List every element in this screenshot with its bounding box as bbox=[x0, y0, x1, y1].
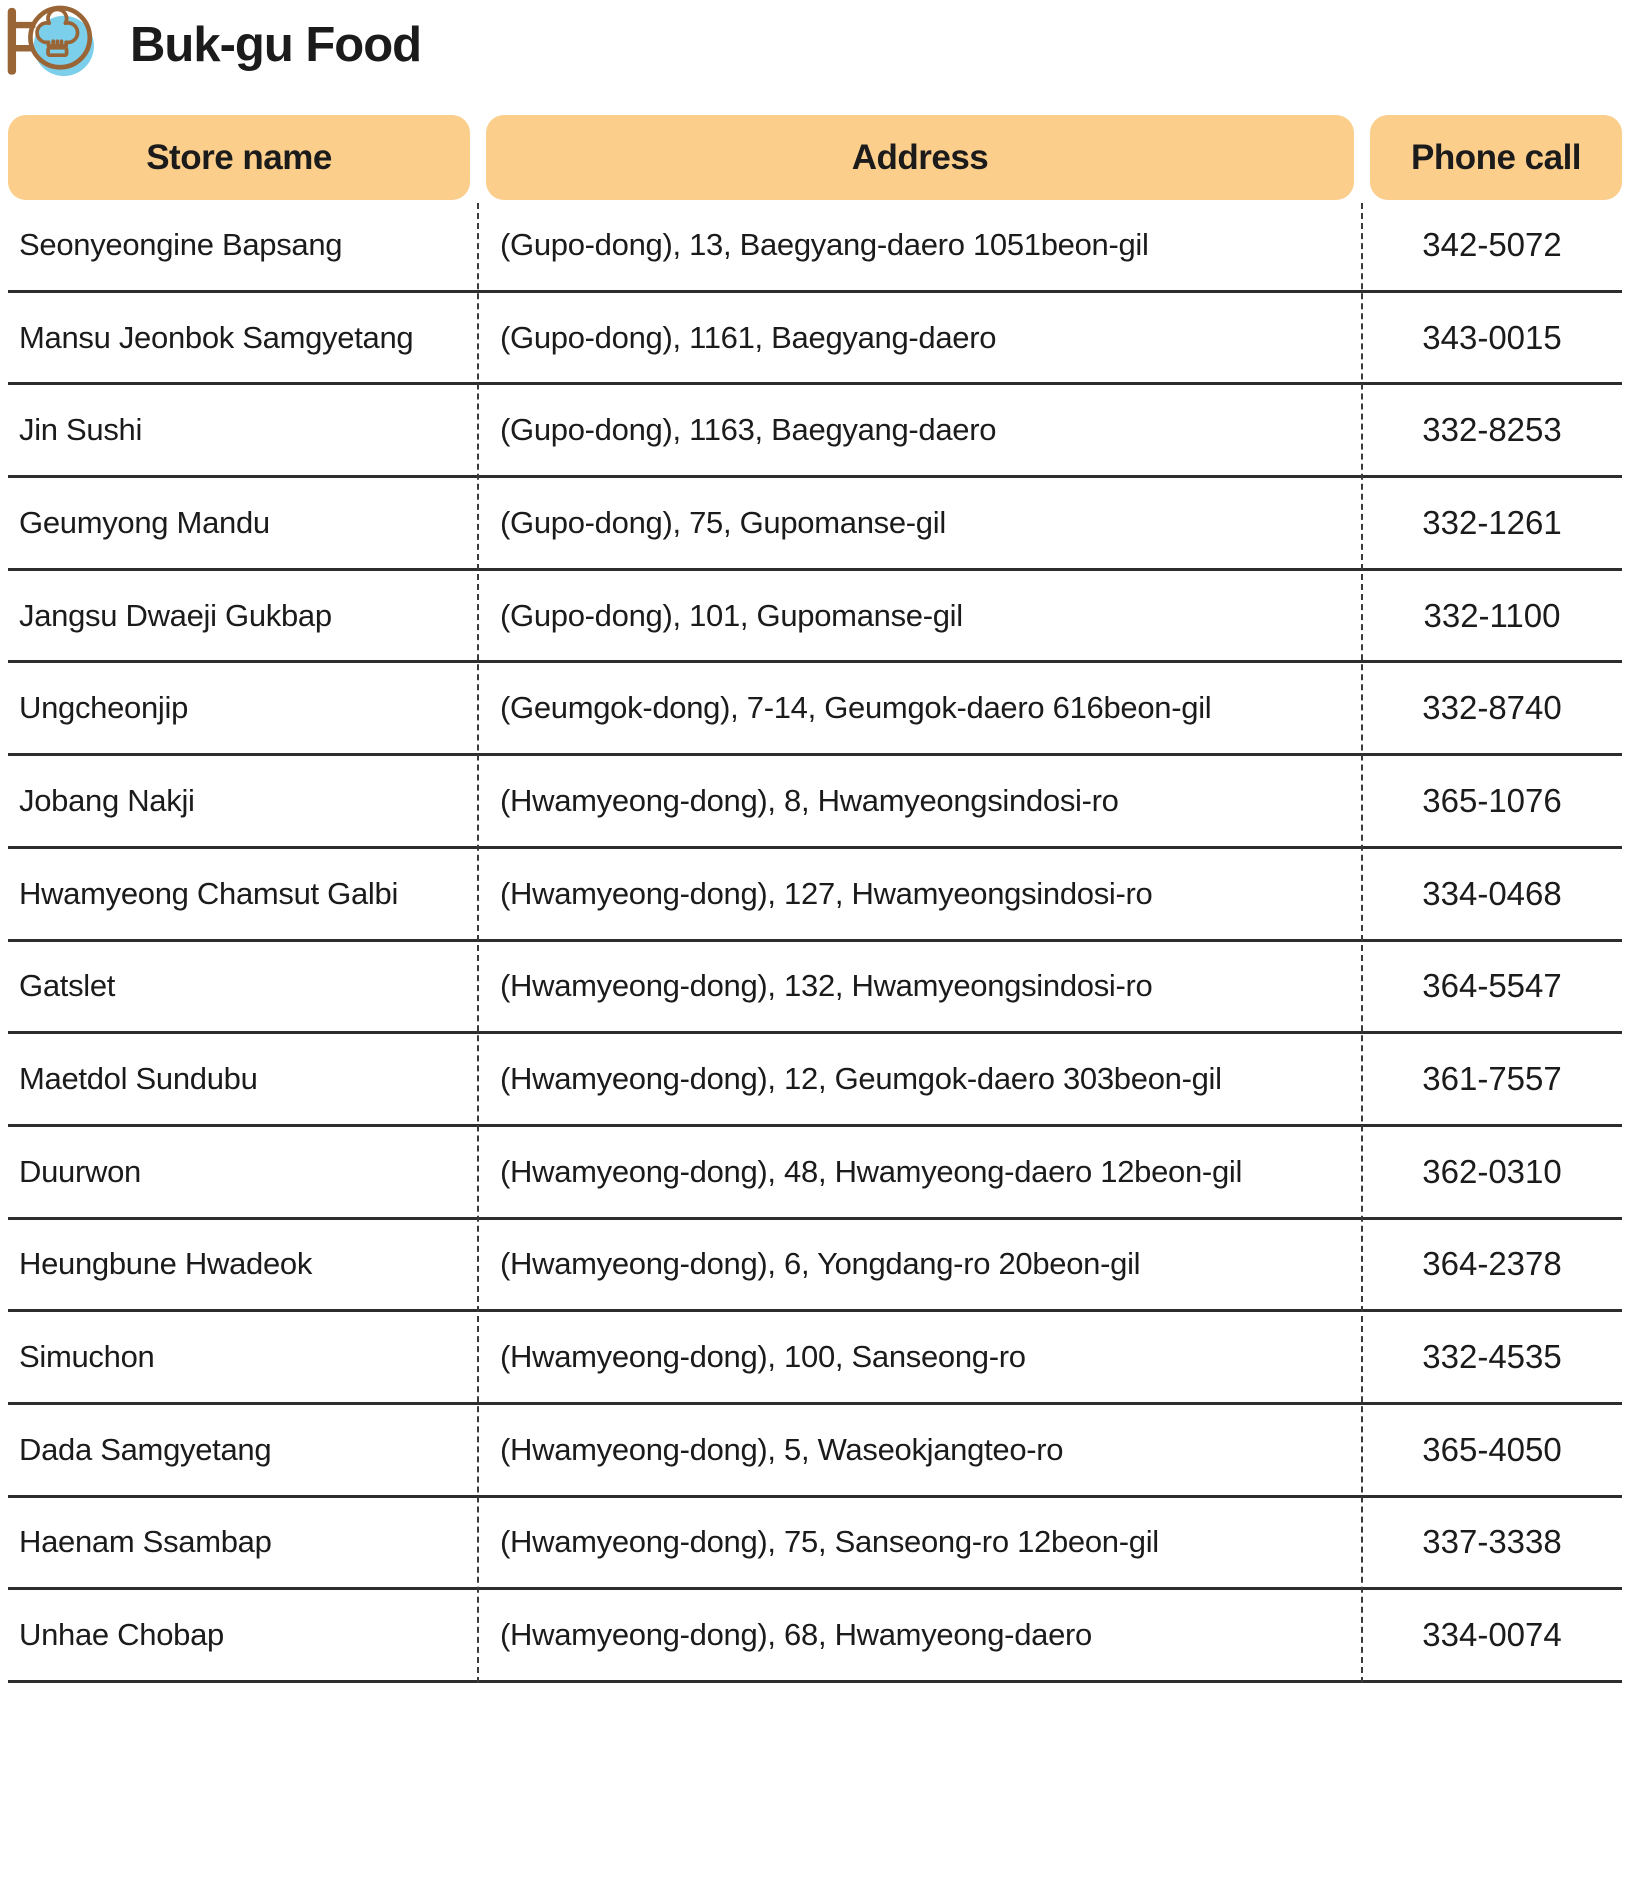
address-cell: (Hwamyeong-dong), 132, Hwamyeongsindosi-ro bbox=[500, 968, 1153, 1004]
table-row bbox=[8, 942, 1622, 1035]
phone-cell: 332-8740 bbox=[1422, 689, 1562, 727]
store-name-cell: Unhae Chobap bbox=[19, 1617, 224, 1653]
table-row bbox=[8, 1312, 1622, 1405]
phone-cell: 362-0310 bbox=[1422, 1152, 1562, 1190]
store-name-cell: Duurwon bbox=[19, 1153, 141, 1189]
store-name-cell: Jobang Nakji bbox=[19, 782, 195, 818]
table-row bbox=[8, 1220, 1622, 1313]
store-name-cell: Jin Sushi bbox=[19, 412, 143, 448]
address-cell: (Gupo-dong), 13, Baegyang-daero 1051beon-gil bbox=[500, 226, 1149, 262]
address-cell: (Gupo-dong), 1161, Baegyang-daero bbox=[500, 319, 997, 355]
food-table bbox=[8, 115, 1622, 1683]
address-cell: (Hwamyeong-dong), 6, Yongdang-ro 20beon-gil bbox=[500, 1246, 1141, 1282]
store-name-cell: Ungcheonjip bbox=[19, 690, 189, 726]
phone-cell: 342-5072 bbox=[1422, 225, 1562, 263]
store-name-cell: Geumyong Mandu bbox=[19, 504, 270, 540]
table-row bbox=[8, 293, 1622, 386]
store-name-cell: Dada Samgyetang bbox=[19, 1431, 272, 1467]
table-row bbox=[8, 1405, 1622, 1498]
phone-cell: 364-2378 bbox=[1422, 1245, 1562, 1283]
store-name-cell: Mansu Jeonbok Samgyetang bbox=[19, 319, 414, 355]
phone-cell: 334-0074 bbox=[1422, 1616, 1562, 1654]
address-cell: (Hwamyeong-dong), 127, Hwamyeongsindosi-ro bbox=[500, 875, 1153, 911]
address-cell: (Gupo-dong), 75, Gupomanse-gil bbox=[500, 504, 946, 540]
table-row bbox=[8, 385, 1622, 478]
address-cell: (Geumgok-dong), 7-14, Geumgok-daero 616beon-gil bbox=[500, 690, 1212, 726]
table-row bbox=[8, 849, 1622, 942]
store-name-cell: Maetdol Sundubu bbox=[19, 1061, 258, 1097]
store-name-cell: Jangsu Dwaeji Gukbap bbox=[19, 597, 332, 633]
store-name-cell: Simuchon bbox=[19, 1339, 155, 1375]
address-cell: (Hwamyeong-dong), 5, Waseokjangteo-ro bbox=[500, 1431, 1064, 1467]
store-name-cell: Haenam Ssambap bbox=[19, 1524, 272, 1560]
table-row bbox=[8, 1034, 1622, 1127]
page-title: Buk-gu Food bbox=[130, 17, 422, 72]
phone-cell: 365-1076 bbox=[1422, 781, 1562, 819]
table-row bbox=[8, 200, 1622, 293]
address-cell: (Hwamyeong-dong), 75, Sanseong-ro 12beon-gil bbox=[500, 1524, 1159, 1560]
phone-cell: 337-3338 bbox=[1422, 1523, 1562, 1561]
column-header-phone-call: Phone call bbox=[1370, 115, 1622, 200]
phone-cell: 361-7557 bbox=[1422, 1060, 1562, 1098]
table-row bbox=[8, 1498, 1622, 1591]
page-header bbox=[4, 2, 421, 88]
phone-cell: 332-1261 bbox=[1422, 503, 1562, 541]
phone-cell: 332-4535 bbox=[1422, 1338, 1562, 1376]
phone-cell: 365-4050 bbox=[1422, 1430, 1562, 1468]
store-name-cell: Seonyeongine Bapsang bbox=[19, 226, 343, 262]
table-row bbox=[8, 478, 1622, 571]
address-cell: (Gupo-dong), 101, Gupomanse-gil bbox=[500, 597, 963, 633]
address-cell: (Hwamyeong-dong), 68, Hwamyeong-daero bbox=[500, 1617, 1092, 1653]
chef-hat-sign-icon bbox=[4, 3, 106, 87]
address-cell: (Gupo-dong), 1163, Baegyang-daero bbox=[500, 412, 997, 448]
table-row bbox=[8, 1590, 1622, 1683]
table-body bbox=[8, 200, 1622, 1683]
phone-cell: 332-1100 bbox=[1423, 596, 1561, 634]
table-row bbox=[8, 571, 1622, 664]
table-row bbox=[8, 663, 1622, 756]
store-name-cell: Hwamyeong Chamsut Galbi bbox=[19, 875, 399, 911]
address-cell: (Hwamyeong-dong), 48, Hwamyeong-daero 12beon-gil bbox=[500, 1153, 1243, 1189]
column-header-store-name: Store name bbox=[8, 115, 470, 200]
store-name-cell: Gatslet bbox=[19, 968, 116, 1004]
phone-cell: 334-0468 bbox=[1422, 874, 1562, 912]
table-row bbox=[8, 756, 1622, 849]
column-header-address: Address bbox=[486, 115, 1354, 200]
address-cell: (Hwamyeong-dong), 100, Sanseong-ro bbox=[500, 1339, 1026, 1375]
address-cell: (Hwamyeong-dong), 12, Geumgok-daero 303beon-gil bbox=[500, 1061, 1222, 1097]
phone-cell: 332-8253 bbox=[1422, 411, 1562, 449]
address-cell: (Hwamyeong-dong), 8, Hwamyeongsindosi-ro bbox=[500, 782, 1119, 818]
table-row bbox=[8, 1127, 1622, 1220]
phone-cell: 343-0015 bbox=[1422, 318, 1562, 356]
table-header-row bbox=[8, 115, 1622, 200]
store-name-cell: Heungbune Hwadeok bbox=[19, 1246, 313, 1282]
phone-cell: 364-5547 bbox=[1422, 967, 1562, 1005]
